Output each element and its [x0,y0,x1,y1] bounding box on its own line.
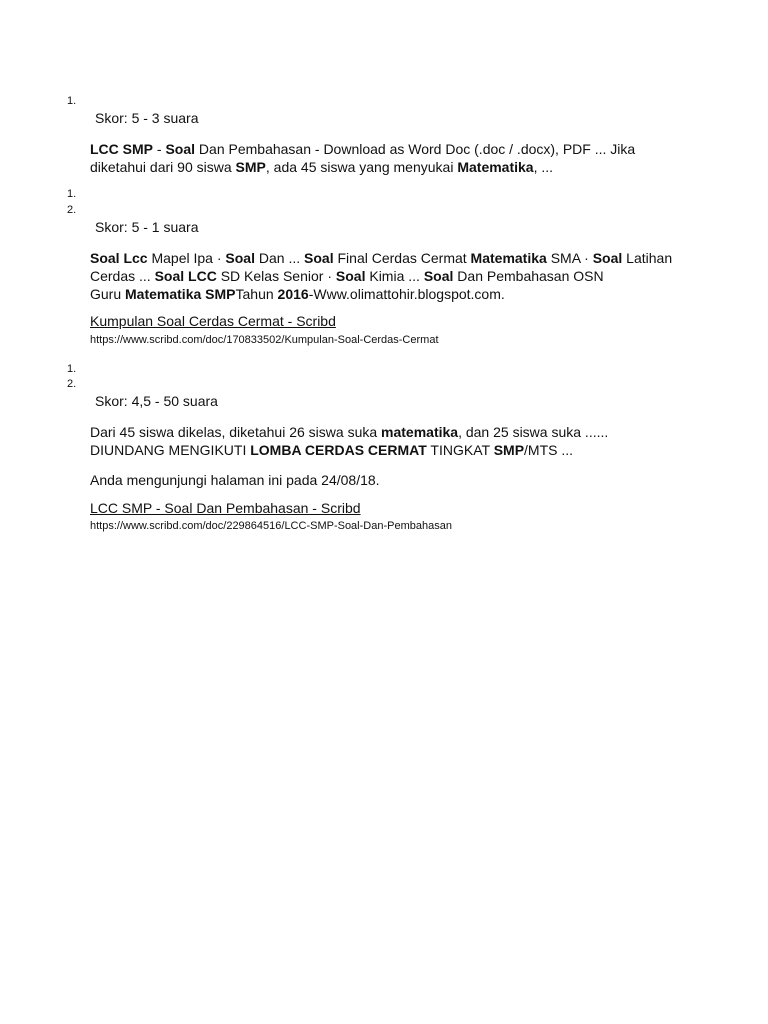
snippet-text: Mapel Ipa · [147,250,226,266]
result-score: Skor: 4,5 - 50 suara [95,393,218,409]
snippet-text: diketahui dari 90 siswa [90,159,236,175]
list-number: 1. [67,188,77,200]
result-url: https://www.scribd.com/doc/170833502/Kumpulan-Soal-Cerdas-Cermat [90,334,439,346]
snippet-text: Latihan [622,250,673,266]
snippet-text: TINGKAT [426,442,494,458]
snippet-highlight: matematika [381,424,459,440]
snippet-text: Guru [90,286,126,302]
snippet-highlight: SMP [493,442,525,458]
snippet-highlight: LOMBA CERDAS CERMAT [250,442,427,458]
snippet-text: , ... [533,159,554,175]
snippet-highlight: Soal [335,268,366,284]
list-number: 1. [67,363,77,375]
snippet-highlight: Soal [165,141,196,157]
result-link[interactable]: Kumpulan Soal Cerdas Cermat - Scribd [90,313,336,329]
snippet-highlight: Soal LCC [154,268,217,284]
result-link[interactable]: LCC SMP - Soal Dan Pembahasan - Scribd [90,500,361,516]
list-number: 2. [67,378,77,390]
result-score: Skor: 5 - 3 suara [95,110,199,126]
snippet-highlight: Soal [423,268,454,284]
snippet-text: Tahun [235,286,278,302]
snippet-text: Dari 45 siswa dikelas, diketahui 26 siswa suka [90,424,382,440]
snippet-text: Final Cerdas Cermat [333,250,471,266]
snippet-line [90,423,608,441]
snippet-text: Dan Pembahasan - Download as Word Doc (.doc / .docx), PDF ... Jika [195,141,636,157]
snippet-highlight: SMP [235,159,266,175]
snippet-text: SD Kelas Senior · [216,268,336,284]
snippet-highlight: Matematika [470,250,547,266]
snippet-line [90,158,553,176]
snippet-text: DIUNDANG MENGIKUTI [90,442,251,458]
snippet-text: , dan 25 siswa suka ...... [458,424,609,440]
snippet-line [90,140,635,158]
snippet-highlight: Soal Lcc [90,250,148,266]
snippet-highlight: 2016 [277,286,309,302]
snippet-line [90,267,604,285]
list-number: 2. [67,204,77,216]
snippet-text: Dan Pembahasan OSN [453,268,604,284]
snippet-highlight: Soal [225,250,255,266]
visited-note: Anda mengunjungi halaman ini pada 24/08/18. [90,472,380,488]
snippet-highlight: Soal [304,250,334,266]
snippet-text: Dan ... [255,250,305,266]
snippet-text: , ada 45 siswa yang menyukai [265,159,458,175]
snippet-line [90,249,672,267]
list-number: 1. [67,95,77,107]
snippet-highlight: Soal [592,250,623,266]
snippet-line [90,441,573,459]
snippet-text: Cerdas ... [90,268,155,284]
result-score: Skor: 5 - 1 suara [95,219,199,235]
snippet-highlight: LCC SMP [90,141,153,157]
snippet-text: Kimia ... [365,268,424,284]
snippet-text: SMA · [546,250,593,266]
snippet-line [90,285,505,303]
snippet-text: /MTS ... [524,442,574,458]
snippet-text: -Www.olimattohir.blogspot.com. [308,286,505,302]
snippet-highlight: Matematika SMP [125,286,236,302]
result-url: https://www.scribd.com/doc/229864516/LCC-SMP-Soal-Dan-Pembahasan [90,520,452,532]
snippet-highlight: Matematika [457,159,534,175]
snippet-text: - [153,141,166,157]
